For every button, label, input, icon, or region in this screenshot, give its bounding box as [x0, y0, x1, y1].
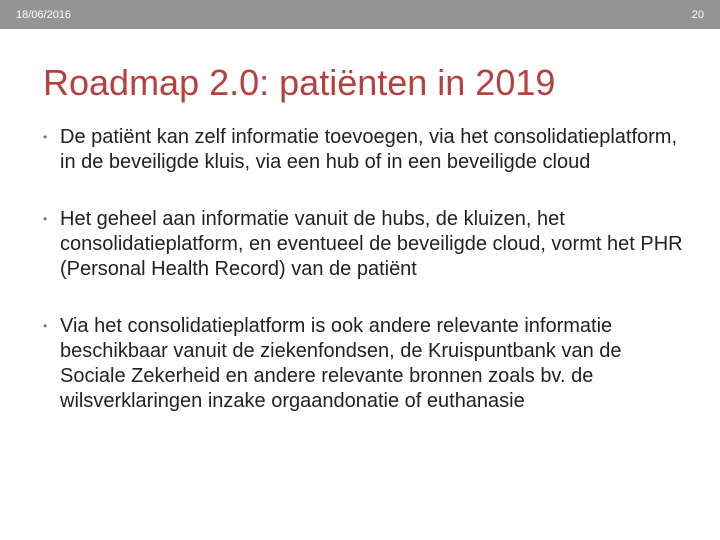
bullet-item: [43, 314, 683, 414]
slide-date: 18/06/2016: [16, 9, 72, 21]
top-bar: [0, 0, 720, 29]
bullet-item: [43, 125, 683, 175]
bullet-text: De patiënt kan zelf informatie toevoegen, via het consolidatieplatform, in de beveiligde kluis, via een hub of in een beveiligde cloud: [60, 126, 678, 173]
bullet-text: Het geheel aan informatie vanuit de hubs, de kluizen, het consolidatieplatform, en eventueel de beveiligde cloud, vormt het PHR (Personal Health Record) van de patiënt: [60, 208, 683, 280]
bullet-icon: •: [43, 212, 48, 226]
bullet-icon: •: [43, 130, 48, 144]
bullet-icon: •: [43, 319, 48, 333]
bullet-list: [43, 125, 683, 446]
slide-title: Roadmap 2.0: patiënten in 2019: [43, 62, 556, 103]
slide-number: 20: [691, 9, 704, 21]
bullet-item: [43, 207, 683, 282]
bullet-text: Via het consolidatieplatform is ook andere relevante informatie beschikbaar vanuit de ziekenfondsen, de Kruispuntbank van de Sociale Zekerheid en andere relevante bronnen zoals bv. de wilsverklaringen inzake orgaandonatie of euthanasie: [60, 315, 622, 412]
